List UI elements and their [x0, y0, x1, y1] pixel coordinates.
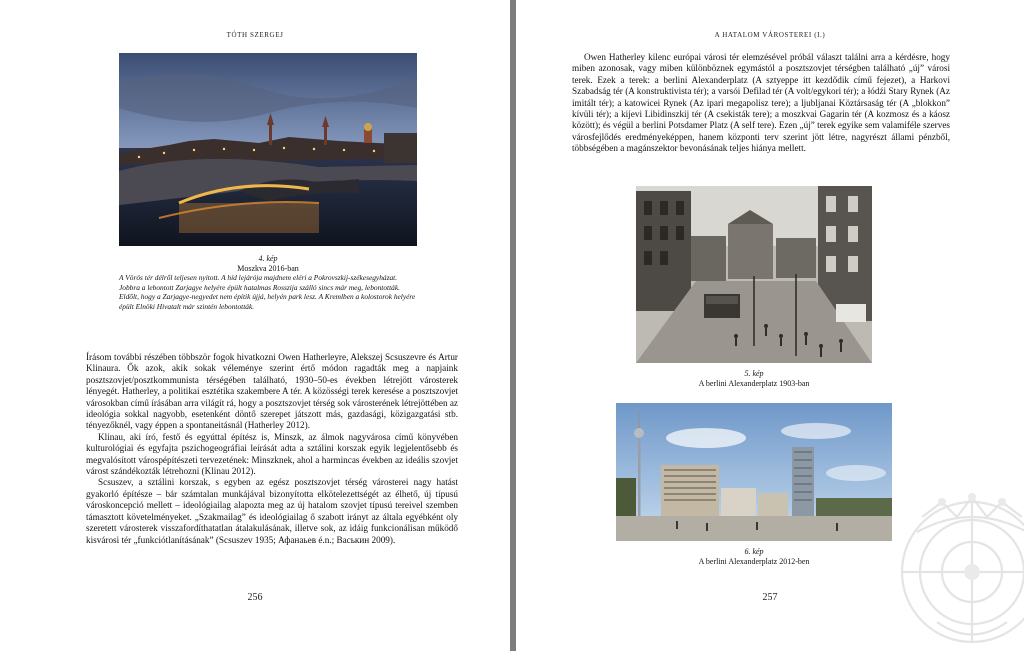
figure-6-caption	[616, 547, 892, 566]
figure-4-number: 4. kép	[258, 254, 278, 263]
watermark-emblem-graphic	[882, 462, 1024, 651]
page-number-right: 257	[762, 592, 778, 603]
figure-5-caption	[636, 369, 872, 388]
figure-6-number: 6. kép	[744, 547, 764, 556]
moscow-photo-graphic	[119, 53, 417, 246]
alexanderplatz-1903-photo	[636, 186, 872, 363]
page-right	[516, 0, 1024, 651]
alexanderplatz-1903-graphic	[636, 186, 872, 363]
figure-5-title: A berlini Alexanderplatz 1903-ban	[698, 378, 810, 388]
paragraph-3: Scsuszev, a sztálini korszak, s egyben az egész posztszovjet térség városterei nagy hatást gyakorló építésze – bár számtalan munkájával bizonyította elkötelezettségét az élhető, új típusú városkoncepció mellett – ideológiailag alapozta meg az új hatalom szovjet típusú tereivel szemben támasztott követelményeket. „Szakmailag” és ideológiailag ő szabott irányt az általa egyébként oly szeretett városterek visszafordíthatatlan átalakulásának, illetve sok, az idáig funkcionálisan működő kisvárosi tér „funkciótlanításának” (Scsuszev 1935; Афанаьев é.n.; Васькин 2009).	[86, 477, 458, 545]
paragraph-2: Klinau, aki író, festő és egyúttal építész is, Minszk, az álmok nagyvárosa című könyvében kulturológiai és egyfajta pszichogeográfiai leírását adta a sztálini korszak egyik legjelentősebb és megvalósított várospépítészeti tervezetének: Minszknek, ahol a harmincas években az ideális szovjet várost szándékozták létrehozni (Klinau 2012).	[86, 431, 458, 477]
alexanderplatz-2012-graphic	[616, 403, 892, 541]
alexanderplatz-2012-photo	[616, 403, 892, 541]
figure-4-title: Moszkva 2016-ban	[237, 263, 299, 273]
paragraph-1: Írásom további részében többször fogok hivatkozni Owen Hatherleyre, Alekszej Scsuszevre és Artur Klinaura. Ők azok, akik sokak véleménye szerint értő módon ragadták meg a napjaink posztszovjet/posztkommunista térségében található, 1930–50-es években létrejött városterek lényegét. Hatherley, a politikai esztétika szakembere A tér. A közösségi terek keresése a posztszovjet városokban című írásában arra világít rá, hogy a posztszovjet térség sok városterének létrejöttében az ideológia sokkal nagyobb, esetenként döntő szerepet játszott más, gazdasági, közigazgatási stb. tényezőknél, vagy éppen a spontaneitásnál (Hatherley 2012).	[86, 352, 458, 431]
figure-5-number: 5. kép	[744, 369, 764, 378]
running-head-right: A HATALOM VÁROSTEREI (I.)	[714, 31, 826, 39]
figure-4-description: A Vörös tér délről teljesen nyitott. A híd lejárója majdnem eléri a Pokrovszkij-székesegyházat. Jobbra a lebontott Zarjagye helyére épült hatalmas Rosszija szálló sincs már meg, lebontották. Eldőlt, hogy a Zarjagye-negyedet nem építik újjá, helyén park lesz. A Kremlben a kolostorok helyére épült Elnöki Hivatalt már szintén lebontották.	[119, 273, 416, 311]
running-head-left: TÓTH SZERGEJ	[226, 31, 284, 39]
watermark-emblem-icon	[882, 462, 1024, 651]
moscow-photo	[119, 53, 417, 246]
page-left	[0, 0, 510, 651]
figure-4-caption	[119, 254, 417, 311]
figure-6-title: A berlini Alexanderplatz 2012-ben	[698, 556, 810, 566]
page-number-left: 256	[247, 592, 263, 603]
body-text-right	[572, 52, 950, 155]
body-text-left	[86, 352, 458, 546]
paragraph-right: Owen Hatherley kilenc európai városi tér elemzésével próbál választ találni arra a kérdésre, hogy miben azonosak, vagy miben különböznek egymástól a posztszovjet térségben található „új” városi terek. Ezek a terek: a berlini Alexanderplatz (A sztyeppe itt kezdődik című fejezet), a Harkovi Szabadság tér (A konstruktivista tér); a varsói Defilad tér (A volt/egykori tér); a łódźi Stary Rynek (Az imitált tér); a katowicei Rynek (Az ipari megapolisz tere); a ljubljanai Köztársaság tér (A „blokkon” kívüli tér); a kijevi Libidinszkij tér (A csekisták tere); a moszkvai Gagarin tér (A kozmosz és a káosz között); és végül a berlini Potsdamer Platz (A self tere). Ezen „új” terek egyike sem valamiféle szerves városfejlődés eredményeképpen, hanem központi terv szerint jött létre, nagyrészt állami pénzből, többségében a magánszektor bevonásának teljes hiánya mellett.	[572, 52, 950, 154]
